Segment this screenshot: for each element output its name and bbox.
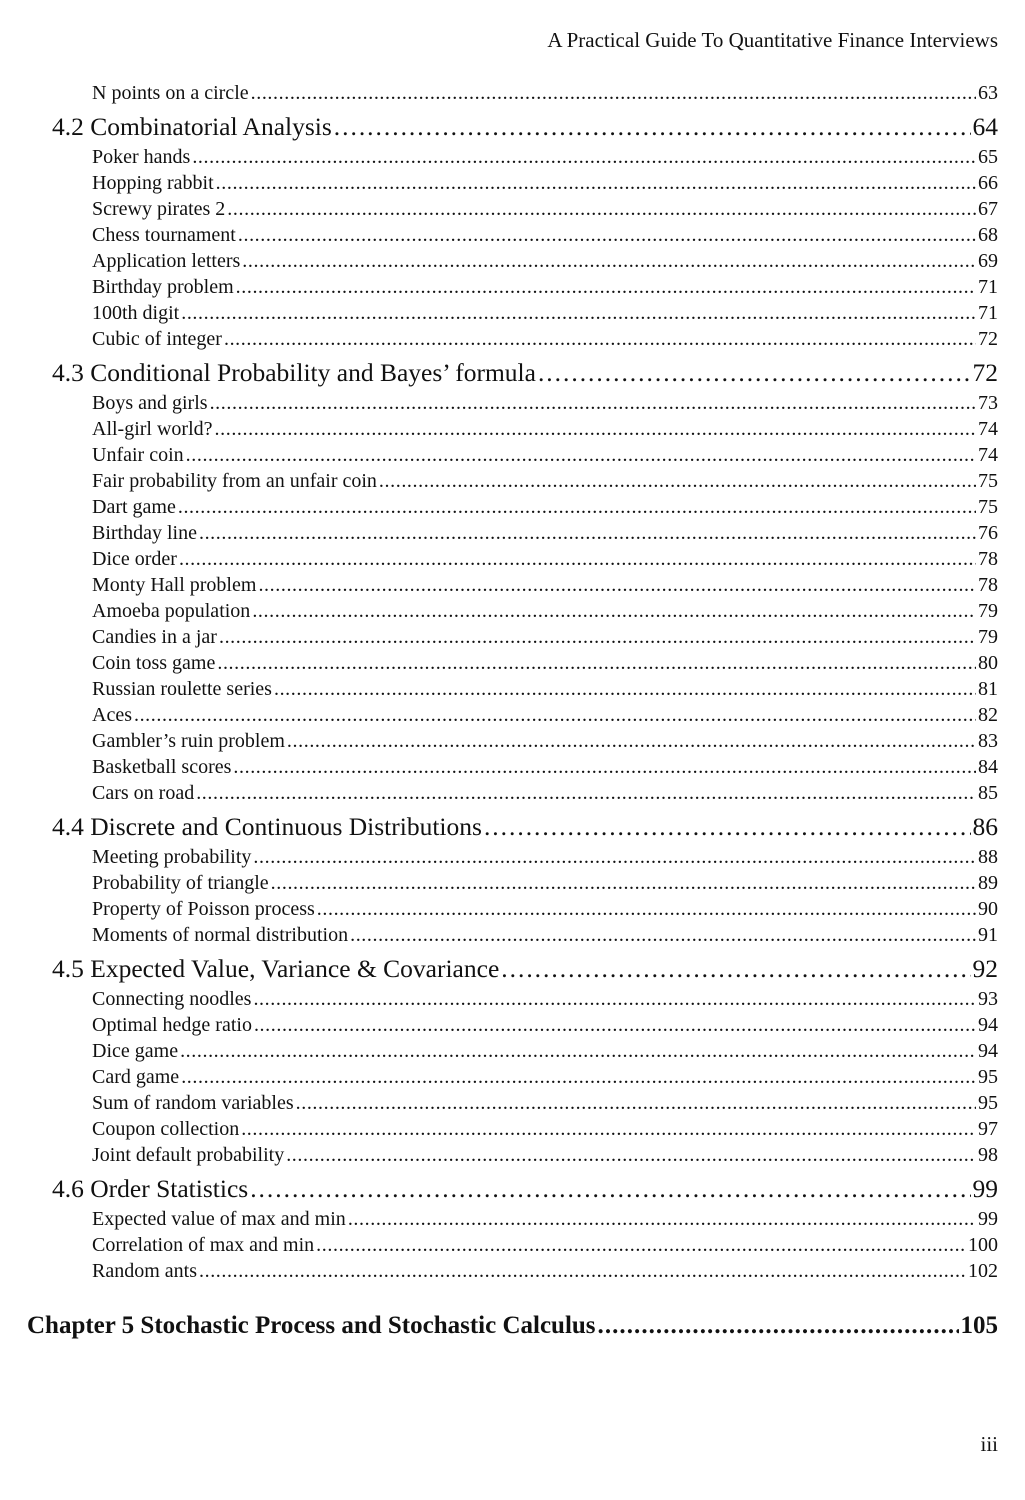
dot-leader: [316, 1232, 966, 1258]
dot-leader: [286, 1142, 976, 1168]
toc-entry[interactable]: [92, 300, 998, 326]
toc-entry-title: Expected value of max and min: [92, 1208, 346, 1230]
dot-leader: [217, 650, 976, 676]
toc-entry-title: Chess tournament: [92, 224, 236, 246]
toc-section-heading[interactable]: [52, 810, 998, 844]
toc-entry[interactable]: [92, 494, 998, 520]
toc-entry[interactable]: [92, 144, 998, 170]
toc-entry[interactable]: [92, 390, 998, 416]
toc-entry[interactable]: [92, 80, 998, 106]
toc-entry-title: Basketball scores: [92, 756, 232, 778]
toc-entry-title: Coupon collection: [92, 1118, 240, 1140]
toc-entry-title: All-girl world?: [92, 418, 213, 440]
toc-entry-title: Russian roulette series: [92, 678, 272, 700]
dot-leader: [196, 780, 976, 806]
toc-entry-page: 79: [978, 600, 998, 622]
toc-entry-page: 75: [978, 470, 998, 492]
dot-leader: [181, 1064, 976, 1090]
toc-entry[interactable]: [92, 922, 998, 948]
toc-entry[interactable]: [92, 170, 998, 196]
toc-chapter-heading[interactable]: [27, 1308, 998, 1344]
toc-entry-title: Cubic of integer: [92, 328, 222, 350]
dot-leader: [258, 572, 976, 598]
toc-entry-title: 4.2 Combinatorial Analysis: [52, 112, 332, 141]
dot-leader: [241, 1116, 976, 1142]
dot-leader: [317, 896, 976, 922]
toc-entry-title: 4.6 Order Statistics: [52, 1174, 249, 1203]
dot-leader: [296, 1090, 976, 1116]
toc-entry[interactable]: [92, 896, 998, 922]
toc-entry-page: 78: [978, 574, 998, 596]
toc-entry-title: Aces: [92, 704, 132, 726]
toc-entry[interactable]: [92, 572, 998, 598]
toc-entry-title: Dart game: [92, 496, 176, 518]
dot-leader: [192, 144, 976, 170]
toc-entry-page: 64: [972, 112, 998, 141]
toc-entry-page: 68: [978, 224, 998, 246]
toc-entry-page: 93: [978, 988, 998, 1010]
toc-entry-title: Sum of random variables: [92, 1092, 294, 1114]
dot-leader: [134, 702, 976, 728]
running-header: A Practical Guide To Quantitative Finance Interviews: [547, 28, 998, 52]
toc-entry-page: 82: [978, 704, 998, 726]
toc-entry-page: 66: [978, 172, 998, 194]
toc-entry-title: Cars on road: [92, 782, 195, 804]
dot-leader: [253, 844, 976, 870]
toc-entry-page: 94: [978, 1040, 998, 1062]
toc-entry-title: Gambler’s ruin problem: [92, 730, 285, 752]
toc-entry[interactable]: [92, 1012, 998, 1038]
toc-entry-title: Correlation of max and min: [92, 1234, 315, 1256]
dot-leader: [199, 1258, 966, 1284]
toc-entry-title: 100th digit: [92, 302, 180, 324]
dot-leader: [379, 468, 976, 494]
toc-entry[interactable]: [92, 1232, 998, 1258]
toc-entry-page: 75: [978, 496, 998, 518]
toc-entry-title: Coin toss game: [92, 652, 216, 674]
toc-entry-title: Boys and girls: [92, 392, 208, 414]
dot-leader: [236, 274, 976, 300]
toc-entry-page: 74: [978, 418, 998, 440]
toc-entry-title: Joint default probability: [92, 1144, 285, 1166]
toc-entry[interactable]: [92, 546, 998, 572]
dot-leader: [287, 728, 976, 754]
toc-entry-page: 89: [978, 872, 998, 894]
dot-leader: [181, 300, 976, 326]
toc-entry-page: 65: [978, 146, 998, 168]
dot-leader: [254, 1012, 976, 1038]
dot-leader: [227, 196, 976, 222]
dot-leader: [233, 754, 976, 780]
dot-leader: [216, 170, 976, 196]
toc-entry-page: 102: [968, 1260, 998, 1282]
toc-entry-page: 78: [978, 548, 998, 570]
dot-leader: [598, 1308, 959, 1344]
toc-entry-title: Dice game: [92, 1040, 179, 1062]
toc-entry-page: 95: [978, 1092, 998, 1114]
toc-entry-page: 85: [978, 782, 998, 804]
dot-leader: [484, 810, 971, 844]
toc-entry-page: 71: [978, 302, 998, 324]
toc-entry-page: 86: [972, 812, 998, 841]
toc-entry[interactable]: [92, 870, 998, 896]
toc-entry-title: Amoeba population: [92, 600, 251, 622]
toc-entry-page: 100: [968, 1234, 998, 1256]
toc-entry-page: 72: [978, 328, 998, 350]
toc-entry[interactable]: [92, 702, 998, 728]
toc-entry[interactable]: [92, 598, 998, 624]
toc-entry[interactable]: [92, 728, 998, 754]
toc-entry-page: 63: [978, 82, 998, 104]
toc-entry-title: Meeting probability: [92, 846, 252, 868]
toc-entry-title: 4.5 Expected Value, Variance & Covariance: [52, 954, 500, 983]
toc-entry-page: 91: [978, 924, 998, 946]
toc-entry-title: Chapter 5 Stochastic Process and Stochastic Calculus: [27, 1312, 596, 1339]
toc-entry-page: 69: [978, 250, 998, 272]
dot-leader: [210, 390, 976, 416]
toc-entry[interactable]: [92, 780, 998, 806]
toc-entry-page: 80: [978, 652, 998, 674]
toc-entry[interactable]: [92, 222, 998, 248]
toc-entry-title: Candies in a jar: [92, 626, 217, 648]
toc-entry[interactable]: [92, 1116, 998, 1142]
toc-entry-title: Unfair coin: [92, 444, 184, 466]
toc-entry-page: 81: [978, 678, 998, 700]
dot-leader: [179, 546, 976, 572]
dot-leader: [252, 598, 976, 624]
toc-entry[interactable]: [92, 1142, 998, 1168]
toc-entry[interactable]: [92, 520, 998, 546]
toc-entry[interactable]: [92, 1038, 998, 1064]
dot-leader: [350, 922, 976, 948]
toc-entry[interactable]: [92, 1206, 998, 1232]
toc-entry-page: 98: [978, 1144, 998, 1166]
toc-entry-page: 90: [978, 898, 998, 920]
dot-leader: [180, 1038, 976, 1064]
toc-entry-title: Hopping rabbit: [92, 172, 214, 194]
dot-leader: [251, 80, 976, 106]
toc-entry-title: Poker hands: [92, 146, 191, 168]
toc-entry-title: Moments of normal distribution: [92, 924, 349, 946]
toc-entry[interactable]: [92, 1258, 998, 1284]
toc-entry[interactable]: [92, 624, 998, 650]
toc-entry-title: Fair probability from an unfair coin: [92, 470, 377, 492]
toc-entry-page: 95: [978, 1066, 998, 1088]
dot-leader: [219, 624, 976, 650]
toc-entry[interactable]: [92, 754, 998, 780]
toc-entry-page: 105: [960, 1312, 998, 1339]
dot-leader: [334, 110, 971, 144]
toc-entry[interactable]: [92, 468, 998, 494]
toc-entry[interactable]: [92, 326, 998, 352]
toc-entry-title: 4.4 Discrete and Continuous Distributions: [52, 812, 482, 841]
toc-entry-page: 76: [978, 522, 998, 544]
toc-entry-title: Dice order: [92, 548, 177, 570]
dot-leader: [348, 1206, 976, 1232]
toc-entry[interactable]: [92, 844, 998, 870]
toc-entry-title: Probability of triangle: [92, 872, 269, 894]
toc-entry[interactable]: [92, 274, 998, 300]
toc-entry-page: 83: [978, 730, 998, 752]
toc-entry[interactable]: [92, 442, 998, 468]
toc-entry-page: 94: [978, 1014, 998, 1036]
toc-entry-title: Monty Hall problem: [92, 574, 257, 596]
toc-entry-title: Card game: [92, 1066, 180, 1088]
toc-entry-title: Birthday problem: [92, 276, 234, 298]
toc-entry-title: Birthday line: [92, 522, 197, 544]
toc-entry-page: 73: [978, 392, 998, 414]
toc-section-heading[interactable]: [52, 1172, 998, 1206]
toc-entry-page: 79: [978, 626, 998, 648]
toc-entry-page: 99: [978, 1208, 998, 1230]
toc-entry-title: 4.3 Conditional Probability and Bayes’ formula: [52, 358, 536, 387]
toc-entry-page: 67: [978, 198, 998, 220]
toc-section-heading[interactable]: [52, 356, 998, 390]
toc-entry-page: 74: [978, 444, 998, 466]
toc-entry-page: 97: [978, 1118, 998, 1140]
dot-leader: [274, 676, 976, 702]
toc-entry-title: N points on a circle: [92, 82, 249, 104]
toc-entry-title: Screwy pirates 2: [92, 198, 226, 220]
toc-entry-title: Random ants: [92, 1260, 197, 1282]
toc-entry[interactable]: [92, 676, 998, 702]
dot-leader: [242, 248, 976, 274]
dot-leader: [224, 326, 976, 352]
dot-leader: [199, 520, 976, 546]
toc-entry[interactable]: [92, 196, 998, 222]
toc-entry-title: Optimal hedge ratio: [92, 1014, 252, 1036]
dot-leader: [250, 1172, 970, 1206]
toc-entry-page: 88: [978, 846, 998, 868]
dot-leader: [186, 442, 976, 468]
toc-entry-page: 84: [978, 756, 998, 778]
dot-leader: [215, 416, 976, 442]
toc-entry-page: 71: [978, 276, 998, 298]
toc-entry[interactable]: [92, 1064, 998, 1090]
dot-leader: [178, 494, 976, 520]
toc-entry[interactable]: [92, 1090, 998, 1116]
toc-entry[interactable]: [92, 986, 998, 1012]
toc-entry-title: Connecting noodles: [92, 988, 252, 1010]
toc-entry-page: 72: [972, 358, 998, 387]
toc-section-heading[interactable]: [52, 110, 998, 144]
toc-entry[interactable]: [92, 416, 998, 442]
toc-entry[interactable]: [92, 650, 998, 676]
dot-leader: [538, 356, 971, 390]
dot-leader: [238, 222, 976, 248]
toc-entry-title: Application letters: [92, 250, 241, 272]
dot-leader: [501, 952, 970, 986]
dot-leader: [253, 986, 976, 1012]
page-number: iii: [980, 1432, 998, 1456]
toc-entry-page: 99: [972, 1174, 998, 1203]
toc-entry[interactable]: [92, 248, 998, 274]
toc-entry-page: 92: [972, 954, 998, 983]
dot-leader: [271, 870, 976, 896]
toc-entry-title: Property of Poisson process: [92, 898, 315, 920]
toc-section-heading[interactable]: [52, 952, 998, 986]
